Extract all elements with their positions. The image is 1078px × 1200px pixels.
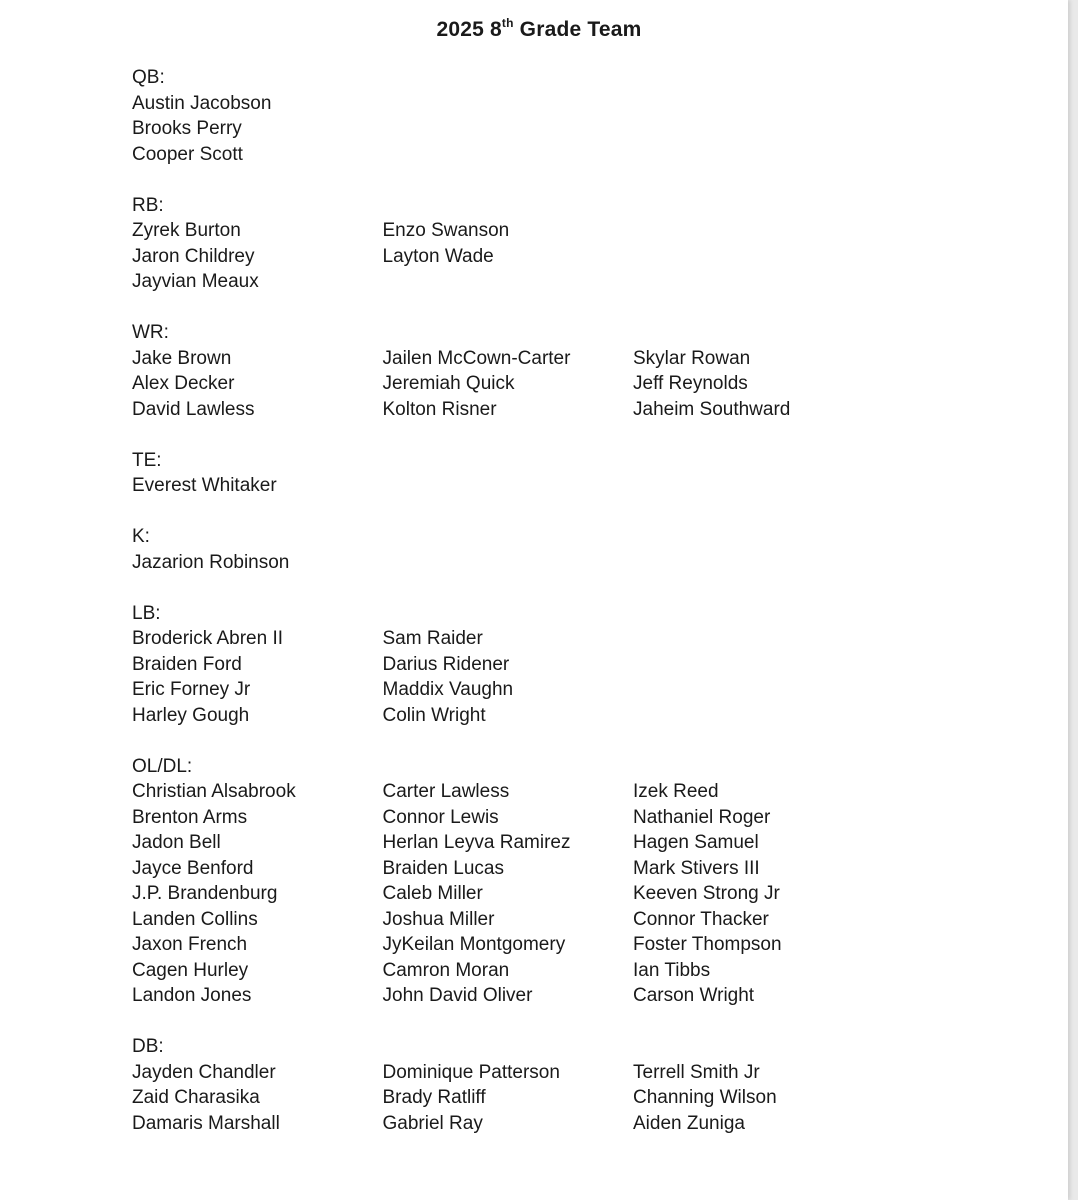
player-name: Jayden Chandler xyxy=(132,1061,276,1083)
player-column xyxy=(132,550,383,576)
player-column xyxy=(132,346,383,423)
player-name: Carson Wright xyxy=(633,985,755,1006)
player-name: Jeff Reynolds xyxy=(633,373,748,394)
roster-sections xyxy=(132,65,892,1162)
player-column xyxy=(132,218,383,295)
player-name: Braiden Ford xyxy=(132,653,242,675)
player-columns xyxy=(132,1060,892,1137)
player-name: Cooper Scott xyxy=(132,143,243,165)
player-column xyxy=(383,346,634,423)
roster-section xyxy=(132,754,892,1009)
title-superscript: th xyxy=(501,16,514,30)
roster-section xyxy=(132,193,892,295)
player-name: Jake Brown xyxy=(132,347,232,369)
player-name: Camron Moran xyxy=(382,959,510,981)
player-columns xyxy=(132,626,892,728)
roster-section xyxy=(132,1034,892,1136)
player-column xyxy=(383,218,634,295)
position-label: WR: xyxy=(132,322,169,343)
player-name: Jayvian Meaux xyxy=(132,271,259,292)
player-name: Dominique Patterson xyxy=(382,1061,560,1083)
player-name: Cagen Hurley xyxy=(132,959,249,981)
player-column xyxy=(132,473,383,499)
player-column xyxy=(383,1060,634,1137)
title-suffix: Grade Team xyxy=(513,18,642,41)
player-name: Kolton Risner xyxy=(382,398,497,420)
position-label: LB: xyxy=(132,602,161,624)
player-name: Jaxon French xyxy=(132,934,248,955)
player-name: Brenton Arms xyxy=(132,806,248,828)
player-column xyxy=(383,779,634,1009)
player-name: Zaid Charasika xyxy=(132,1087,260,1108)
player-name: Terrell Smith Jr xyxy=(633,1061,760,1083)
player-column xyxy=(633,346,884,423)
player-name: Nathaniel Roger xyxy=(633,806,771,828)
player-columns xyxy=(132,779,892,1009)
player-name: Jaron Childrey xyxy=(132,245,255,267)
player-name: Jaheim Southward xyxy=(633,398,791,420)
player-column xyxy=(132,626,383,728)
player-column xyxy=(132,1060,383,1137)
player-name: Jayce Benford xyxy=(132,857,254,879)
player-columns xyxy=(132,550,892,576)
player-name: Landon Jones xyxy=(132,985,252,1006)
player-name: Alex Decker xyxy=(132,373,235,394)
player-name: Harley Gough xyxy=(132,704,250,726)
player-column xyxy=(633,779,884,1009)
player-name: Damaris Marshall xyxy=(132,1112,280,1134)
player-name: Layton Wade xyxy=(382,245,494,267)
roster-section xyxy=(132,320,892,422)
player-name: Izek Reed xyxy=(633,781,719,802)
title-prefix: 2025 8 xyxy=(436,18,502,41)
player-column xyxy=(132,779,383,1009)
roster-section xyxy=(132,601,892,729)
position-label: DB: xyxy=(132,1036,164,1057)
player-column xyxy=(633,1060,884,1137)
player-name: Joshua Miller xyxy=(382,908,495,930)
position-label: QB: xyxy=(132,67,165,88)
roster-section xyxy=(132,65,892,167)
position-label: K: xyxy=(132,526,150,547)
player-name: Christian Alsabrook xyxy=(132,781,296,802)
page-title xyxy=(0,18,1078,42)
player-name: Herlan Leyva Ramirez xyxy=(382,832,571,853)
position-label: TE: xyxy=(132,449,162,471)
player-name: Zyrek Burton xyxy=(132,220,241,241)
player-name: Austin Jacobson xyxy=(132,92,272,114)
player-columns xyxy=(132,218,892,295)
player-name: David Lawless xyxy=(132,398,255,420)
player-name: Landen Collins xyxy=(132,908,258,930)
player-name: Broderick Abren II xyxy=(132,628,284,649)
player-name: Skylar Rowan xyxy=(633,347,751,369)
player-name: Carter Lawless xyxy=(382,781,510,802)
player-name: Keeven Strong Jr xyxy=(633,883,780,904)
player-name: Mark Stivers III xyxy=(633,857,760,879)
player-name: Braiden Lucas xyxy=(382,857,504,879)
player-column xyxy=(132,91,383,168)
player-name: Brooks Perry xyxy=(132,118,242,139)
player-name: Ian Tibbs xyxy=(633,959,711,981)
player-name: J.P. Brandenburg xyxy=(132,883,278,904)
player-name: Foster Thompson xyxy=(633,934,782,955)
position-label: OL/DL: xyxy=(132,755,193,777)
player-name: John David Oliver xyxy=(382,985,533,1006)
roster-section xyxy=(132,524,892,575)
player-name: Jazarion Robinson xyxy=(132,551,290,573)
player-column xyxy=(383,626,634,728)
player-name: Connor Lewis xyxy=(382,806,499,828)
player-name: Darius Ridener xyxy=(382,653,510,675)
player-name: Hagen Samuel xyxy=(633,832,759,853)
player-name: Caleb Miller xyxy=(382,883,483,904)
player-name: Sam Raider xyxy=(382,628,483,649)
roster-section xyxy=(132,448,892,499)
player-name: Enzo Swanson xyxy=(382,220,510,241)
player-name: Eric Forney Jr xyxy=(132,679,251,700)
position-label: RB: xyxy=(132,194,164,216)
player-name: Everest Whitaker xyxy=(132,475,277,496)
player-name: Channing Wilson xyxy=(633,1087,777,1108)
player-name: Connor Thacker xyxy=(633,908,769,930)
player-name: Brady Ratliff xyxy=(382,1087,486,1108)
player-columns xyxy=(132,473,892,499)
player-columns xyxy=(132,346,892,423)
player-name: Colin Wright xyxy=(382,704,486,726)
player-name: Aiden Zuniga xyxy=(633,1112,745,1134)
player-name: Maddix Vaughn xyxy=(382,679,514,700)
player-name: Jadon Bell xyxy=(132,832,221,853)
player-name: Jeremiah Quick xyxy=(382,373,515,394)
player-name: Gabriel Ray xyxy=(382,1112,483,1134)
player-name: Jailen McCown-Carter xyxy=(382,347,571,369)
player-columns xyxy=(132,91,892,168)
player-name: JyKeilan Montgomery xyxy=(382,934,566,955)
